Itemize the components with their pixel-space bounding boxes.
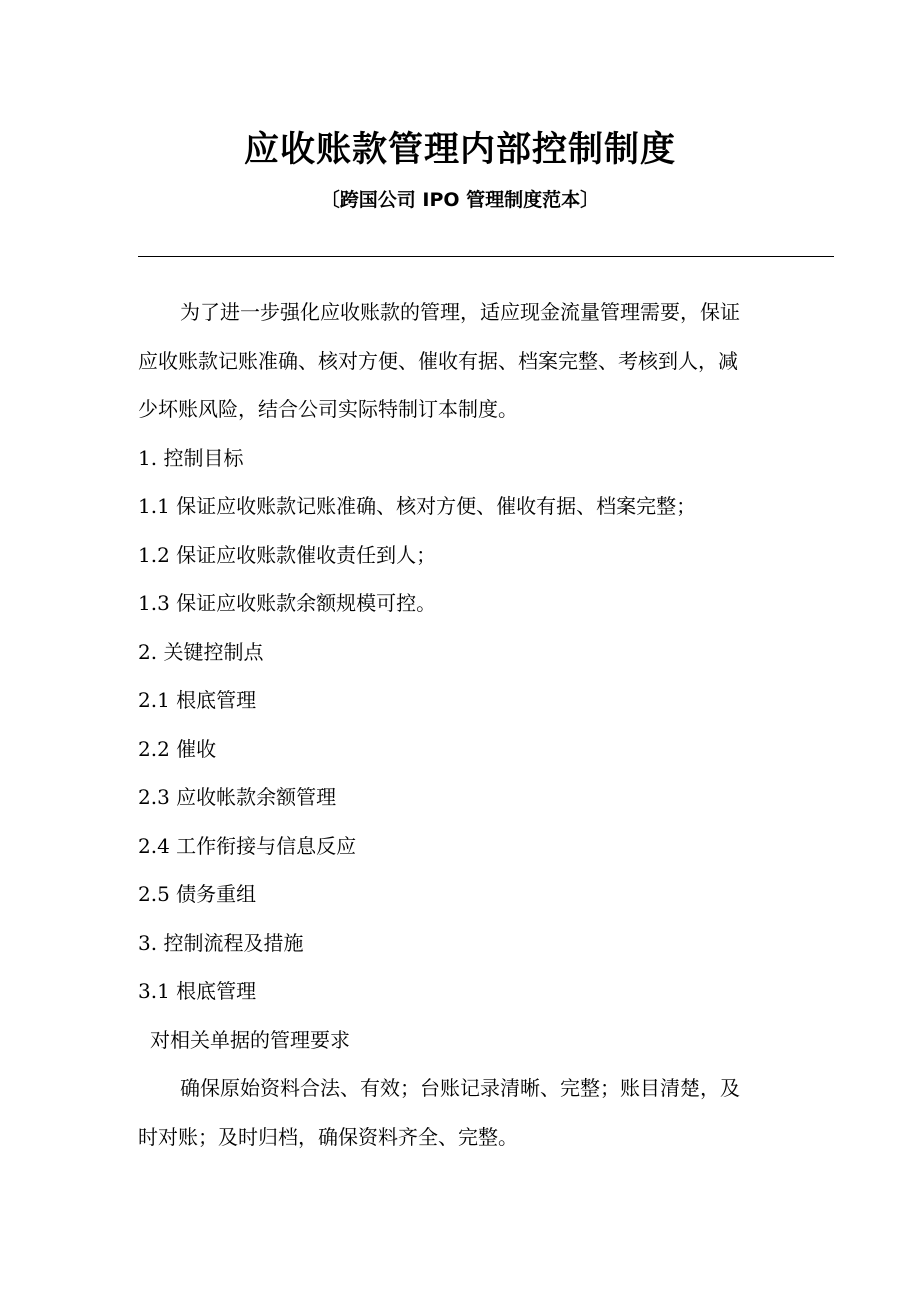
section-list xyxy=(138,434,818,1016)
section-heading: 3. 控制流程及措施 xyxy=(138,930,304,955)
sub-heading: 对相关单据的管理要求 xyxy=(150,1027,350,1052)
intro-line: 为了进一步强化应收账款的管理，适应现金流量管理需要，保证 xyxy=(180,300,740,324)
section-item: 2.5 债务重组 xyxy=(138,882,257,906)
section-item: 2.3 应收帐款余额管理 xyxy=(138,785,337,809)
section-item: 1.2 保证应收账款催收责任到人； xyxy=(138,542,437,567)
document-subtitle: 〔跨国公司 IPO 管理制度范本〕 xyxy=(320,189,600,211)
closing-paragraph xyxy=(138,1064,818,1161)
section-item: 1.1 保证应收账款记账准确、核对方便、催收有据、档案完整； xyxy=(138,494,697,518)
section-item: 2.1 根底管理 xyxy=(138,688,257,712)
document-title: 应收账款管理内部控制制度 xyxy=(243,130,676,170)
closing-line: 确保原始资料合法、有效；台账记录清晰、完整；账目清楚，及 xyxy=(180,1076,740,1100)
header-divider xyxy=(138,256,834,257)
section-item: 2.2 催收 xyxy=(138,736,217,761)
section-item: 3.1 根底管理 xyxy=(138,979,257,1003)
section-item: 1.3 保证应收账款余额规模可控。 xyxy=(138,591,437,615)
section-item: 2.4 工作衔接与信息反应 xyxy=(138,833,357,858)
section-heading: 1. 控制目标 xyxy=(138,445,244,470)
closing-line: 时对账；及时归档，确保资料齐全、完整。 xyxy=(138,1124,518,1149)
intro-paragraph xyxy=(138,288,818,434)
intro-line: 少坏账风险，结合公司实际特制订本制度。 xyxy=(138,397,518,421)
intro-line: 应收账款记账准确、核对方便、催收有据、档案完整、考核到人，减 xyxy=(138,348,738,373)
section-heading: 2. 关键控制点 xyxy=(138,639,264,664)
document-body xyxy=(138,288,818,1161)
